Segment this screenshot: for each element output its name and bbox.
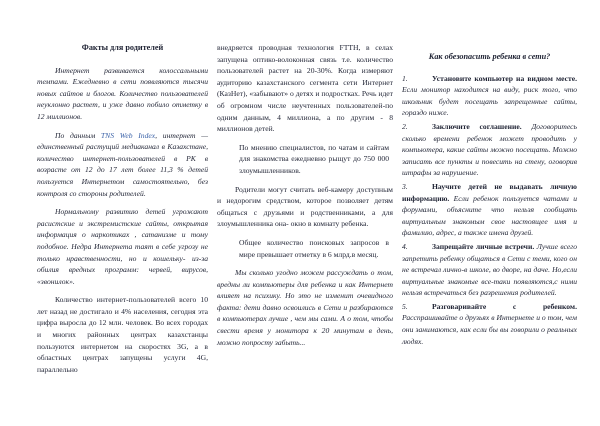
item-number: 1. xyxy=(402,73,408,83)
list-item-4 xyxy=(402,241,577,299)
item-heading: Установите компьютер на видном месте. xyxy=(432,73,577,83)
item-body: Если монитор находится на виду, риск того, что школьник будет посещать запрещенные сайты, гораздо ниже. xyxy=(402,85,577,118)
item-body: Если ребенок пользуется чатами и форумами, объясните что нельзя сообщать виртуальным знакомым свое настоящее имя и фамилию, адрес, а также имена друзей. xyxy=(402,193,577,238)
list-item-2 xyxy=(402,121,577,179)
paragraph-tns-web-index xyxy=(37,130,208,200)
column-statistics xyxy=(217,42,393,355)
item-number: 3. xyxy=(402,181,408,191)
list-item-5 xyxy=(402,301,577,347)
paragraph-conclusion: Мы сколько угодно можем рассуждать о том, вредны ли компьютеры для ребенка и как Интернет влияет на психику. Но это не изменит очевидного факта: дети давно освоились в Сети и разбираются в компьютерах лучше , чем мы сами. А о том, чтобы свести время у монитора к 20 минутам в день, можно попросту забыть... xyxy=(217,268,393,347)
column3-title: Как обезопасить ребенка в сети? xyxy=(428,52,551,61)
list-item-1 xyxy=(402,73,577,119)
item-heading: Научите детей не выдавать личную информацию. xyxy=(402,181,577,203)
item-body: Договоритесь сколько времени ребенок может проводить у компьютера, какие сайты можно посещать. Можно записать все пункты и повесить на стену, оговорив штрафы за нарушение. xyxy=(402,121,577,178)
item-body: Лучше всего запретить ребенку общаться в Сети с теми, кого он не встречал лично-в школе, во дворе, на даче. Но,если виртуальные знакомые все-таки появляются,с ними нельзя встречаться без разрешения родителей. xyxy=(402,241,577,298)
paragraph-threats: Нормальному развитию детей угрожают расистские и экстремистские сайты, открытая информация о наркотиках , сатанизме и тому подобное. Недра Интернета таят в себе угрозу не только нравственности, но и кошельку- из-за обилия вредных программ: червей, вирусов, «звонилок». xyxy=(37,207,208,286)
item-heading: Разговаривайте с ребенком. xyxy=(432,301,577,311)
paragraph-specialists-quote: По мнению специалистов, по чатам и сайтам для знакомства ежедневно рыщут до 750 000 злоумышленников. xyxy=(239,142,389,175)
item-heading: Заключите соглашение. xyxy=(432,121,522,131)
tns-web-index-link[interactable]: TNS Web Index xyxy=(100,130,156,140)
item-heading: Запрещайте личные встречи. xyxy=(432,241,535,251)
list-item-3 xyxy=(402,181,577,239)
column1-title: Факты для родителей xyxy=(81,43,164,52)
paragraph-search-queries: Общее количество поисковых запросов в мире превышает отметку в 6 млрд.в месяц. xyxy=(239,237,389,259)
paragraph-text: , интернет — единственный растущий медиаканал в Казахстане, количество интернет-пользователей в РК в возрасте от 12 до 17 лет более 11,3 % детей пользуется Интернетом самостоятельно, без контроля со стороны родителей. xyxy=(37,130,208,198)
item-number: 4. xyxy=(402,241,408,251)
item-number: 5. xyxy=(402,301,408,311)
item-body: Расспрашивайте о друзьях в Интернете и о том, чем они занимаются, как если бы вы говорили о реальных людях. xyxy=(402,313,577,346)
column-safety-tips xyxy=(402,42,577,349)
paragraph-ftth: внедряется проводная технология FTTH, в селах запущена оптико-волоконная связь т.е. количество пользователей растет на 20-30%. Когда измеряют аудиторию казахстанского сегмента сети Интернет (КазНет), «забывают» о детях и подростках. Речь идет об огромном числе неучтенных пользователей-по одним данным, 4 миллиона, а по другим - 8 миллионов детей. xyxy=(217,43,393,134)
paragraph-text: По данным xyxy=(55,130,101,140)
item-number: 2. xyxy=(402,121,408,131)
paragraph-webcam: Родители могут считать веб-камеру доступным и недорогим средством, которое позволяет детям общаться с друзьями и родственниками, а для злоумышленника она- окно в комнату ребенка. xyxy=(217,184,393,229)
column-facts-for-parents xyxy=(37,42,208,382)
paragraph-user-count: Количество интернет-пользователей всего 10 лет назад не достигало и 4% населения, сегодня эта цифра выросла до 12 млн. человек. Во всех городах и многих районных центрах казахстанцы пользуются интернетом на скоростях 3G, а в областных центрах запущены услуги 4G, параллельно xyxy=(37,295,208,374)
paragraph-internet-growth: Интернет развивается колоссальными темпами. Ежедневно в сети появляются тысячи новых сайтов и блогов. Количество пользователей неуклонно растет, и уже давно побило отметку в 12 миллионов. xyxy=(37,65,208,121)
